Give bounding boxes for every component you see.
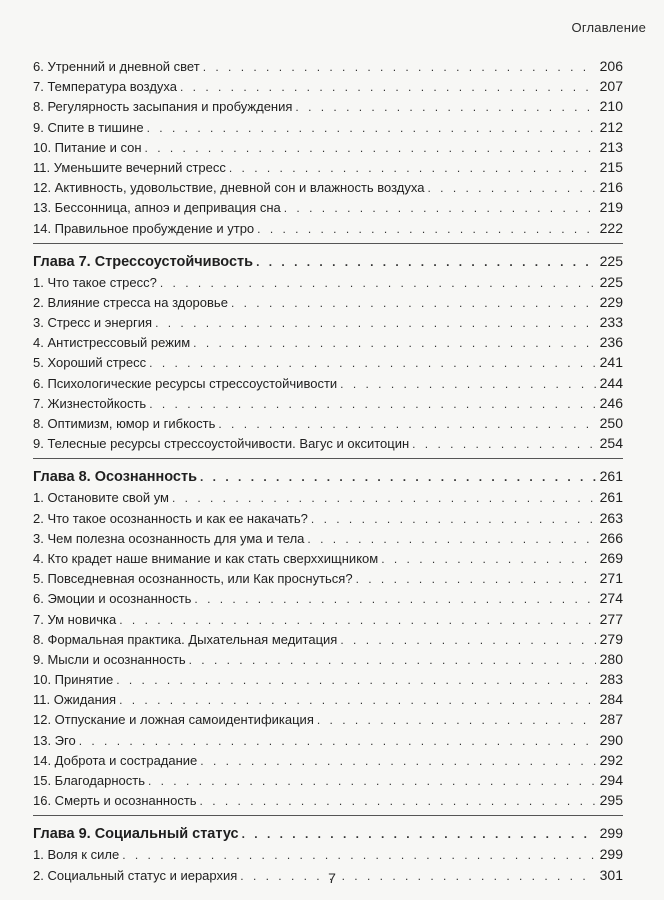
- entry-page: 225: [599, 273, 623, 290]
- toc-entry[interactable]: [33, 272, 623, 292]
- toc-entry[interactable]: [33, 177, 623, 197]
- entry-title: 6. Психологические ресурсы стрессоустойчивости: [33, 375, 338, 391]
- toc-entry[interactable]: [33, 790, 623, 810]
- chapter-title: Глава 9. Социальный статус: [33, 826, 239, 843]
- entry-page: 233: [599, 314, 623, 331]
- dot-leader: [200, 791, 596, 811]
- entry-page: 212: [599, 118, 623, 135]
- entry-page: 274: [599, 590, 623, 607]
- toc-entry[interactable]: [33, 137, 623, 157]
- entry-page: 206: [599, 58, 623, 74]
- entry-page: 213: [599, 138, 623, 155]
- toc-entry[interactable]: [33, 730, 623, 750]
- top-entries: [33, 56, 623, 238]
- entry-page: 294: [599, 772, 623, 788]
- page-number: 7: [328, 870, 336, 886]
- entry-title: 14. Доброта и сострадание: [33, 752, 198, 768]
- entry-page: 280: [599, 650, 623, 667]
- toc-entry[interactable]: [33, 157, 623, 177]
- toc-entry[interactable]: [33, 218, 623, 238]
- entry-title: 14. Правильное пробуждение и утро: [33, 220, 255, 236]
- dot-leader: [193, 333, 595, 353]
- dot-leader: [427, 178, 595, 198]
- toc-entry[interactable]: [33, 609, 623, 629]
- entry-title: 10. Принятие: [33, 672, 114, 688]
- toc-entry[interactable]: [33, 413, 623, 433]
- entry-title: 15. Благодарность: [33, 773, 145, 788]
- dot-leader: [148, 771, 596, 791]
- toc-entry[interactable]: [33, 332, 623, 352]
- chapter-title: Глава 8. Осознанность: [33, 469, 198, 486]
- dot-leader: [147, 118, 596, 138]
- dot-leader: [160, 273, 596, 293]
- running-header: Оглавление: [571, 20, 646, 35]
- entry-title: 7. Ум новичка: [33, 611, 117, 627]
- entry-page: 277: [599, 610, 623, 627]
- entry-title: 2. Что такое осознанность и как ее накачать?: [33, 510, 308, 526]
- entry-page: 279: [599, 630, 623, 647]
- dot-leader: [149, 394, 595, 414]
- entry-page: 250: [599, 415, 623, 431]
- entry-title: 12. Активность, удовольствие, дневной сон и влажность воздуха: [33, 180, 425, 196]
- entry-title: 3. Чем полезна осознанность для ума и тела: [33, 530, 305, 546]
- entry-page: 215: [599, 158, 623, 175]
- toc-entry[interactable]: [33, 770, 623, 790]
- entry-page: 271: [599, 570, 623, 587]
- entry-title: 1. Остановите свой ум: [33, 490, 169, 506]
- toc-entry[interactable]: [33, 373, 623, 393]
- toc-entry[interactable]: [33, 352, 623, 372]
- entry-title: 8. Формальная практика. Дыхательная медитация: [33, 631, 338, 647]
- chapter-7-section: [33, 250, 623, 454]
- toc-entry[interactable]: [33, 393, 623, 413]
- dot-leader: [79, 731, 596, 751]
- toc-entry[interactable]: [33, 197, 623, 217]
- toc-entry[interactable]: [33, 76, 623, 96]
- entry-title: 8. Оптимизм, юмор и гибкость: [33, 416, 216, 431]
- chapter-8-section: [33, 465, 623, 810]
- section-divider: [33, 815, 623, 816]
- dot-leader: [381, 549, 595, 569]
- entry-title: 1. Воля к силе: [33, 847, 120, 863]
- chapter-heading[interactable]: [33, 250, 623, 272]
- dot-leader: [307, 529, 595, 549]
- entry-page: 241: [599, 354, 623, 371]
- entry-page: 266: [599, 529, 623, 546]
- toc-entry[interactable]: [33, 56, 623, 76]
- entry-page: 219: [599, 199, 623, 216]
- entry-page: 254: [599, 435, 623, 452]
- dot-leader: [356, 569, 596, 589]
- dot-leader: [340, 374, 595, 394]
- chapter-title: Глава 7. Стрессоустойчивость: [33, 253, 254, 270]
- dot-leader: [155, 313, 596, 333]
- dot-leader: [200, 751, 595, 771]
- entry-page: 290: [599, 731, 623, 748]
- dot-leader: [242, 823, 596, 845]
- dot-leader: [145, 138, 596, 158]
- dot-leader: [116, 670, 595, 690]
- dot-leader: [180, 77, 596, 97]
- entry-title: 5. Хороший стресс: [33, 355, 147, 371]
- entry-page: 216: [599, 179, 623, 196]
- entry-title: 8. Регулярность засыпания и пробуждения: [33, 99, 293, 115]
- entry-title: 1. Что такое стресс?: [33, 274, 157, 290]
- chapter-heading[interactable]: [33, 822, 623, 844]
- dot-leader: [200, 466, 596, 488]
- table-of-contents: [33, 56, 623, 885]
- dot-leader: [122, 845, 595, 865]
- toc-entry[interactable]: [33, 649, 623, 669]
- entry-title: 5. Повседневная осознанность, или Как проснуться?: [33, 571, 353, 587]
- dot-leader: [229, 158, 596, 178]
- dot-leader: [189, 650, 596, 670]
- dot-leader: [257, 219, 595, 239]
- toc-entry[interactable]: [33, 568, 623, 588]
- entry-title: 16. Смерть и осознанность: [33, 793, 197, 809]
- toc-entry[interactable]: [33, 487, 623, 507]
- entry-page: 295: [599, 792, 623, 809]
- dot-leader: [311, 509, 596, 529]
- entry-title: 7. Жизнестойкость: [33, 395, 147, 411]
- toc-entry[interactable]: [33, 433, 623, 453]
- entry-title: 9. Мысли и осознанность: [33, 651, 186, 667]
- dot-leader: [231, 293, 596, 313]
- entry-title: 6. Эмоции и осознанность: [33, 591, 192, 607]
- entry-title: 13. Бессонница, апноэ и депривация сна: [33, 200, 281, 216]
- dot-leader: [256, 251, 596, 273]
- toc-entry[interactable]: [33, 528, 623, 548]
- toc-entry[interactable]: [33, 750, 623, 770]
- entry-page: 246: [599, 394, 623, 411]
- entry-page: 263: [599, 509, 623, 526]
- entry-title: 6. Утренний и дневной свет: [33, 59, 200, 74]
- entry-page: 207: [599, 78, 623, 95]
- entry-title: 4. Антистрессовый режим: [33, 335, 191, 351]
- toc-entry[interactable]: [33, 629, 623, 649]
- entry-page: 299: [599, 846, 623, 863]
- entry-page: 210: [599, 98, 623, 115]
- entry-title: 11. Уменьшите вечерний стресс: [33, 159, 226, 175]
- toc-entry[interactable]: [33, 669, 623, 689]
- dot-leader: [194, 589, 595, 609]
- entry-title: 13. Эго: [33, 732, 76, 748]
- entry-title: 9. Телесные ресурсы стрессоустойчивости. Вагус и окситоцин: [33, 436, 410, 452]
- dot-leader: [203, 57, 596, 77]
- toc-entry[interactable]: [33, 689, 623, 709]
- dot-leader: [119, 610, 595, 630]
- chapter-page: 261: [599, 468, 623, 485]
- entry-title: 4. Кто крадет наше внимание и как стать сверххищником: [33, 550, 379, 566]
- section-divider: [33, 458, 623, 459]
- entry-title: 10. Питание и сон: [33, 139, 142, 155]
- toc-entry[interactable]: [33, 117, 623, 137]
- entry-page: 222: [599, 219, 623, 236]
- toc-entry[interactable]: [33, 548, 623, 568]
- entry-page: 244: [599, 374, 623, 391]
- toc-entry[interactable]: [33, 508, 623, 528]
- entry-page: 284: [599, 691, 623, 708]
- entry-title: 3. Стресс и энергия: [33, 315, 153, 331]
- entry-title: 9. Спите в тишине: [33, 119, 144, 135]
- entry-title: 7. Температура воздуха: [33, 79, 177, 95]
- entry-title: 12. Отпускание и ложная самоидентификация: [33, 712, 314, 728]
- toc-entry[interactable]: [33, 844, 623, 864]
- section-divider: [33, 243, 623, 244]
- entry-page: 301: [599, 866, 623, 883]
- dot-leader: [149, 353, 595, 373]
- entry-title: 11. Ожидания: [33, 692, 117, 708]
- dot-leader: [295, 97, 595, 117]
- entry-page: 261: [599, 489, 623, 506]
- entry-page: 283: [599, 671, 623, 688]
- dot-leader: [340, 630, 595, 650]
- chapter-heading[interactable]: [33, 465, 623, 487]
- entry-title: 2. Влияние стресса на здоровье: [33, 294, 228, 310]
- toc-entry[interactable]: [33, 588, 623, 608]
- entry-page: 287: [599, 711, 623, 728]
- entry-page: 236: [599, 334, 623, 351]
- dot-leader: [218, 414, 595, 434]
- dot-leader: [172, 488, 596, 508]
- dot-leader: [284, 198, 596, 218]
- entry-title: 2. Социальный статус и иерархия: [33, 867, 238, 883]
- chapter-page: 225: [599, 252, 623, 269]
- toc-entry[interactable]: [33, 709, 623, 729]
- chapter-page: 299: [599, 825, 623, 842]
- toc-entry[interactable]: [33, 312, 623, 332]
- dot-leader: [119, 690, 596, 710]
- toc-entry[interactable]: [33, 96, 623, 116]
- entry-page: 269: [599, 549, 623, 566]
- dot-leader: [412, 434, 596, 454]
- dot-leader: [317, 710, 596, 730]
- entry-page: 229: [599, 293, 623, 310]
- toc-entry[interactable]: [33, 292, 623, 312]
- entry-page: 292: [599, 751, 623, 768]
